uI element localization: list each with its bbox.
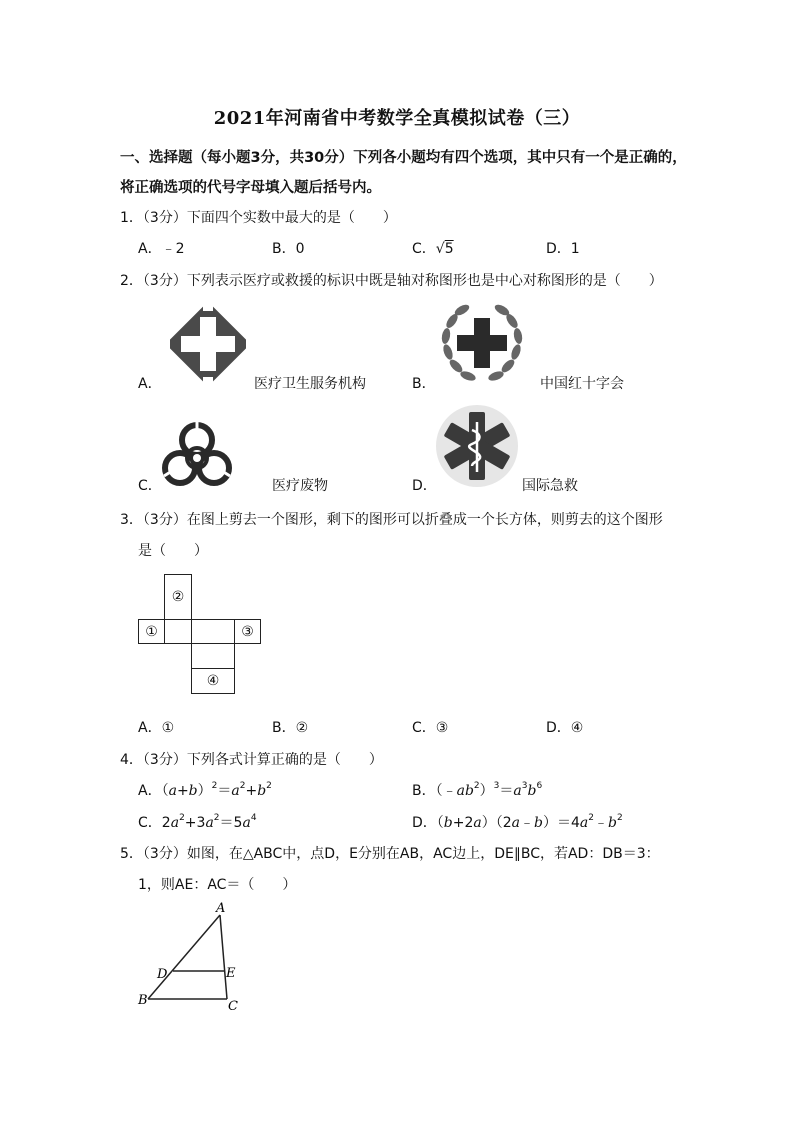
q2-option-d-caption: 国际急救 xyxy=(522,478,578,494)
section-instructions-line2: 将正确选项的代号字母填入题后括号内。 xyxy=(120,180,381,196)
q2-option-d-letter: D． xyxy=(412,478,437,494)
q3-option-b: B．② xyxy=(272,720,309,736)
net-cell-blank-a xyxy=(164,619,192,644)
q4-stem: 4．（3分）下列各式计算正确的是（ ） xyxy=(120,752,383,768)
point-label-d: D xyxy=(157,967,168,982)
point-label-a: A xyxy=(216,901,226,916)
q3-stem-line2: 是（ ） xyxy=(138,543,208,559)
q4-option-c: C．$2a^2+3a^2=5a^4$ xyxy=(138,813,257,831)
biohazard-icon xyxy=(158,418,236,490)
net-cell-4: ④ xyxy=(191,668,235,694)
q4-option-a: A．$(a+b)^2=a^2+b^2$ xyxy=(138,781,272,799)
q2-option-a-letter: A． xyxy=(138,376,162,392)
q2-option-c-letter: C． xyxy=(138,478,162,494)
q2-option-b-caption: 中国红十字会 xyxy=(540,376,624,392)
q2-option-c-caption: 医疗废物 xyxy=(272,478,328,494)
q3-option-a: A．① xyxy=(138,720,175,736)
red-cross-wreath-icon xyxy=(438,302,526,384)
net-cell-blank-c xyxy=(191,643,235,669)
sqrt-symbol: √ xyxy=(435,241,445,257)
q5-stem-line2: 1，则AE：AC＝（ ） xyxy=(138,877,297,893)
net-cell-3: ③ xyxy=(234,619,261,644)
point-label-e: E xyxy=(226,966,236,981)
q3-option-c: C．③ xyxy=(412,720,449,736)
q1-option-a: A．﹣2 xyxy=(138,241,185,257)
q1-option-b: B．0 xyxy=(272,241,305,257)
q4-option-b: B．$(﹣ab^2)^3=a^3b^6$ xyxy=(412,781,543,799)
point-label-c: C xyxy=(228,999,238,1014)
net-cell-2: ② xyxy=(164,574,192,620)
medical-service-logo-icon xyxy=(162,303,254,385)
q1-option-d: D．1 xyxy=(546,241,580,257)
q2-option-a-caption: 医疗卫生服务机构 xyxy=(254,376,366,392)
q4-option-d: D．$(b+2a)(2a﹣b)=4a^2﹣b^2$ xyxy=(412,813,623,831)
q5-stem-line1: 5．（3分）如图，在△ABC中，点D，E分别在AB，AC边上，DE∥BC，若AD：DB＝3： xyxy=(120,846,660,862)
triangle-abc-figure xyxy=(130,898,250,1018)
q1-option-c: C．√5 xyxy=(412,241,454,257)
page-title: 2021年河南省中考数学全真模拟试卷（三） xyxy=(213,108,581,129)
q3-stem-line1: 3．（3分）在图上剪去一个图形，剩下的图形可以折叠成一个长方体，则剪去的这个图形 xyxy=(120,512,663,528)
point-label-b: B xyxy=(138,993,148,1008)
star-of-life-icon xyxy=(434,404,520,488)
q2-stem: 2．（3分）下列表示医疗或救援的标识中既是轴对称图形也是中心对称图形的是（ ） xyxy=(120,273,663,289)
section-instructions-line1: 一、选择题（每小题3分，共30分）下列各小题均有四个选项，其中只有一个是正确的， xyxy=(120,150,687,166)
q3-option-d: D．④ xyxy=(546,720,584,736)
q1-stem: 1．（3分）下面四个实数中最大的是（ ） xyxy=(120,210,397,226)
net-cell-1: ① xyxy=(138,619,165,644)
net-cell-blank-b xyxy=(191,619,235,644)
q2-option-b-letter: B． xyxy=(412,376,436,392)
